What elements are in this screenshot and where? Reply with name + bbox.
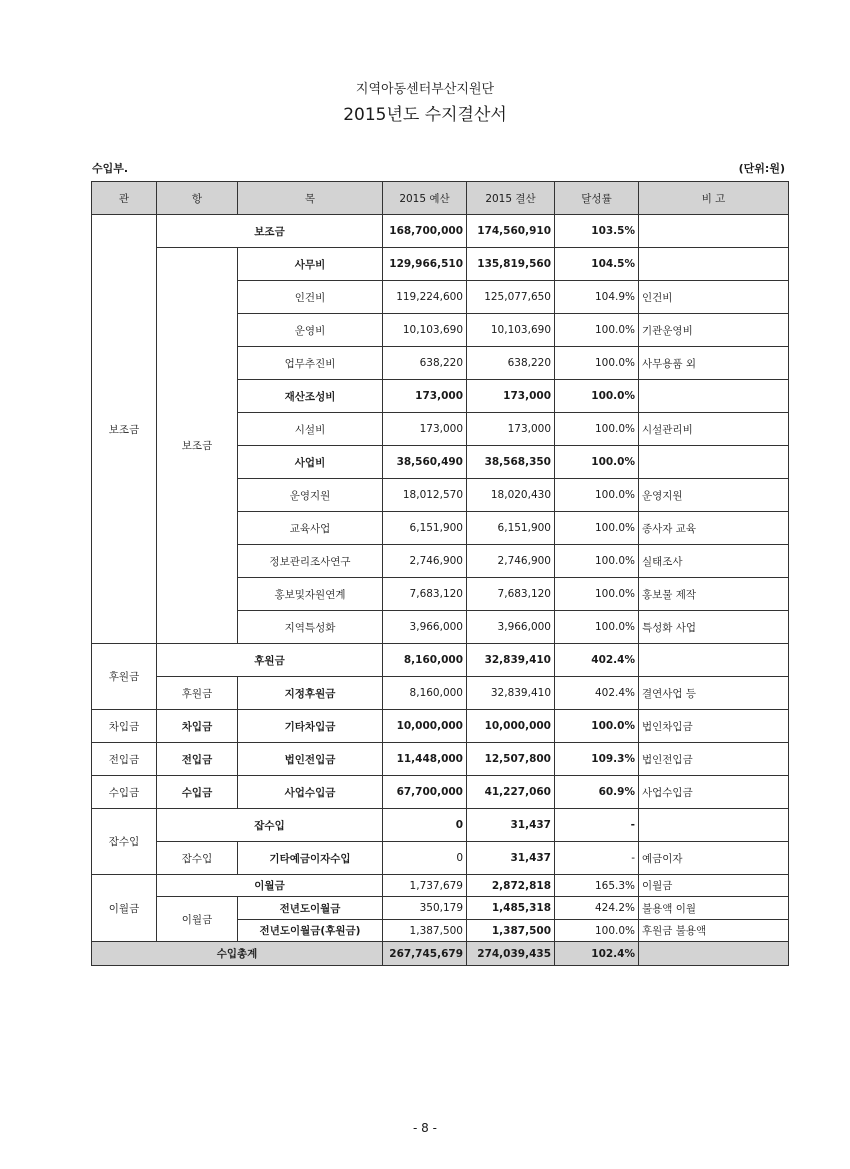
note-cell: 특성화 사업 [639,611,789,644]
gwan-cell: 보조금 [92,215,157,644]
rate-cell: 100.0% [555,710,639,743]
hang-cell: 후원금 [157,677,238,710]
note-cell: 후원금 불용액 [639,920,789,942]
budget-cell: 11,448,000 [383,743,467,776]
section-label: 수입부. [92,162,129,175]
row-label: 잡수입 [157,809,383,842]
note-cell: 운영지원 [639,479,789,512]
note-cell: 홍보물 제작 [639,578,789,611]
note-cell: 사업수입금 [639,776,789,809]
rate-cell: 104.5% [555,248,639,281]
rate-cell: 100.0% [555,578,639,611]
note-cell: 법인차입금 [639,710,789,743]
budget-cell: 10,000,000 [383,710,467,743]
row-label: 업무추진비 [238,347,383,380]
row-label: 운영지원 [238,479,383,512]
budget-cell: 0 [383,842,467,875]
actual-cell: 41,227,060 [467,776,555,809]
row-label: 기타예금이자수입 [238,842,383,875]
hang-cell: 잡수입 [157,842,238,875]
table-row [92,248,789,281]
note-cell: 결연사업 등 [639,677,789,710]
row-label: 재산조성비 [238,380,383,413]
actual-cell: 1,485,318 [467,897,555,920]
note-cell: 인건비 [639,281,789,314]
note-cell: 예금이자 [639,842,789,875]
table-row [92,809,789,842]
row-label: 사무비 [238,248,383,281]
actual-cell: 12,507,800 [467,743,555,776]
rate-cell: - [555,842,639,875]
note-cell: 종사자 교육 [639,512,789,545]
budget-cell: 3,966,000 [383,611,467,644]
table-row [92,710,789,743]
document-title: 2015년도 수지결산서 [343,105,507,125]
rate-cell: 100.0% [555,512,639,545]
actual-cell: 2,872,818 [467,875,555,897]
actual-cell: 135,819,560 [467,248,555,281]
budget-cell: 1,737,679 [383,875,467,897]
budget-cell: 0 [383,809,467,842]
note-cell: 기관운영비 [639,314,789,347]
rate-cell: 103.5% [555,215,639,248]
budget-cell: 2,746,900 [383,545,467,578]
row-label: 사업비 [238,446,383,479]
note-cell: 실태조사 [639,545,789,578]
gwan-cell: 이월금 [92,875,157,942]
rate-cell: 100.0% [555,611,639,644]
col-header-budget: 2015 예산 [383,182,467,215]
hang-cell: 전입금 [157,743,238,776]
row-label: 시설비 [238,413,383,446]
page-number: - 8 - [413,1121,437,1135]
table-row [92,644,789,677]
actual-cell: 1,387,500 [467,920,555,942]
col-header-mok: 목 [238,182,383,215]
budget-cell: 173,000 [383,413,467,446]
budget-cell: 1,387,500 [383,920,467,942]
rate-cell: 100.0% [555,314,639,347]
budget-cell: 638,220 [383,347,467,380]
note-cell [639,380,789,413]
unit-label: (단위:원) [738,162,785,175]
actual-cell: 10,000,000 [467,710,555,743]
actual-cell: 174,560,910 [467,215,555,248]
actual-cell: 32,839,410 [467,677,555,710]
rate-cell: 402.4% [555,644,639,677]
rate-cell: 165.3% [555,875,639,897]
settlement-table [91,181,789,966]
hang-cell: 보조금 [157,248,238,644]
note-cell [639,215,789,248]
note-cell: 사무용품 외 [639,347,789,380]
rate-cell: 402.4% [555,677,639,710]
actual-cell: 173,000 [467,413,555,446]
actual-cell: 31,437 [467,809,555,842]
hang-cell: 수입금 [157,776,238,809]
row-label: 보조금 [157,215,383,248]
table-row [92,897,789,920]
note-cell: 불용액 이월 [639,897,789,920]
actual-cell: 31,437 [467,842,555,875]
row-label: 기타차입금 [238,710,383,743]
note-cell [639,446,789,479]
budget-cell: 38,560,490 [383,446,467,479]
row-label: 법인전입금 [238,743,383,776]
note-cell [639,248,789,281]
actual-cell: 173,000 [467,380,555,413]
organization-name: 지역아동센터부산지원단 [355,82,495,97]
rate-cell: 100.0% [555,920,639,942]
row-label: 정보관리조사연구 [238,545,383,578]
rate-cell: 100.0% [555,479,639,512]
budget-cell: 173,000 [383,380,467,413]
rate-cell: 100.0% [555,380,639,413]
budget-cell: 6,151,900 [383,512,467,545]
budget-cell: 7,683,120 [383,578,467,611]
total-budget: 267,745,679 [383,942,467,966]
col-header-gwan: 관 [92,182,157,215]
budget-cell: 18,012,570 [383,479,467,512]
note-cell: 이월금 [639,875,789,897]
rate-cell: - [555,809,639,842]
table-row [92,677,789,710]
actual-cell: 3,966,000 [467,611,555,644]
total-note [639,942,789,966]
gwan-cell: 전입금 [92,743,157,776]
budget-cell: 67,700,000 [383,776,467,809]
gwan-cell: 차입금 [92,710,157,743]
col-header-actual: 2015 결산 [467,182,555,215]
table-row [92,842,789,875]
row-label: 이월금 [157,875,383,897]
rate-cell: 100.0% [555,446,639,479]
row-label: 지역특성화 [238,611,383,644]
actual-cell: 638,220 [467,347,555,380]
gwan-cell: 후원금 [92,644,157,710]
rate-cell: 100.0% [555,545,639,578]
col-header-rate: 달성률 [555,182,639,215]
table-row [92,215,789,248]
actual-cell: 38,568,350 [467,446,555,479]
gwan-cell: 수입금 [92,776,157,809]
note-cell: 시설관리비 [639,413,789,446]
hang-cell: 차입금 [157,710,238,743]
budget-cell: 10,103,690 [383,314,467,347]
actual-cell: 10,103,690 [467,314,555,347]
table-row [92,875,789,897]
note-cell [639,644,789,677]
rate-cell: 100.0% [555,347,639,380]
total-actual: 274,039,435 [467,942,555,966]
col-header-hang: 항 [157,182,238,215]
budget-cell: 8,160,000 [383,677,467,710]
hang-cell: 이월금 [157,897,238,942]
actual-cell: 6,151,900 [467,512,555,545]
note-cell: 법인전입금 [639,743,789,776]
actual-cell: 7,683,120 [467,578,555,611]
total-row [92,942,789,966]
row-label: 홍보및자원연계 [238,578,383,611]
gwan-cell: 잡수입 [92,809,157,875]
budget-cell: 350,179 [383,897,467,920]
rate-cell: 424.2% [555,897,639,920]
row-label: 교육사업 [238,512,383,545]
budget-cell: 8,160,000 [383,644,467,677]
actual-cell: 125,077,650 [467,281,555,314]
table-row [92,776,789,809]
row-label: 전년도이월금 [238,897,383,920]
budget-cell: 168,700,000 [383,215,467,248]
rate-cell: 100.0% [555,413,639,446]
row-label: 운영비 [238,314,383,347]
row-label: 인건비 [238,281,383,314]
rate-cell: 109.3% [555,743,639,776]
note-cell [639,809,789,842]
table-row [92,743,789,776]
budget-cell: 129,966,510 [383,248,467,281]
total-label: 수입총계 [92,942,383,966]
actual-cell: 18,020,430 [467,479,555,512]
row-label: 전년도이월금(후원금) [238,920,383,942]
rate-cell: 60.9% [555,776,639,809]
row-label: 후원금 [157,644,383,677]
row-label: 지정후원금 [238,677,383,710]
budget-cell: 119,224,600 [383,281,467,314]
total-rate: 102.4% [555,942,639,966]
actual-cell: 32,839,410 [467,644,555,677]
actual-cell: 2,746,900 [467,545,555,578]
rate-cell: 104.9% [555,281,639,314]
col-header-note: 비 고 [639,182,789,215]
row-label: 사업수입금 [238,776,383,809]
table-header-row [92,182,789,215]
